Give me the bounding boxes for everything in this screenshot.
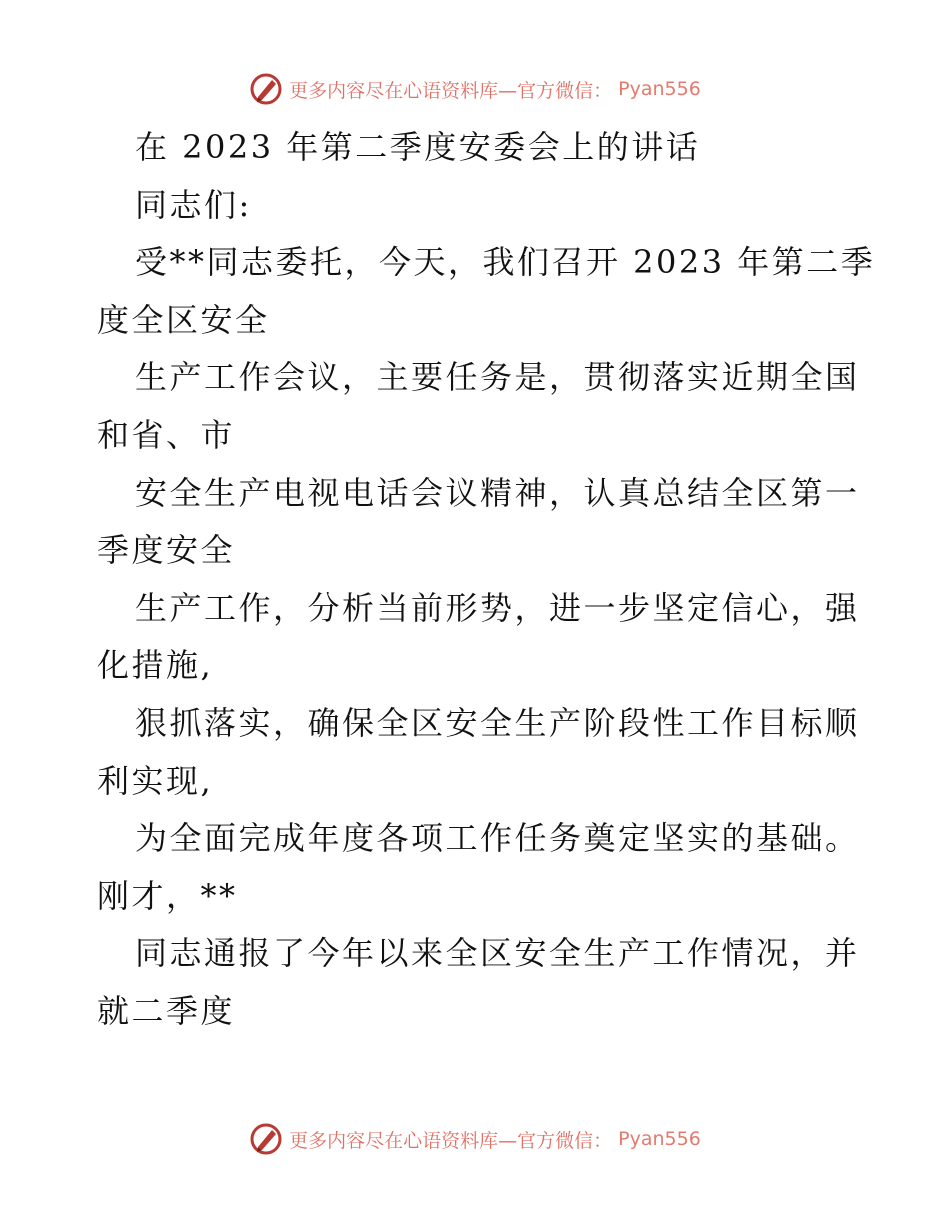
text-line: 同志通报了今年以来全区安全生产工作情况，并 xyxy=(135,934,860,973)
watermark-text: 更多内容尽在心语资料库—官方微信： xyxy=(289,1129,613,1152)
text-line: 在 2023 年第二季度安委会上的讲话 xyxy=(135,128,701,166)
text-line: 狠抓落实，确保全区安全生产阶段性工作目标顺 xyxy=(135,703,860,742)
text-line: 和省、市 xyxy=(97,415,236,454)
text-line: 化措施, xyxy=(97,646,214,685)
header-watermark xyxy=(0,72,950,106)
watermark-wechat-id: Pyan556 xyxy=(618,78,701,100)
text-line: 同志们: xyxy=(135,185,252,224)
text-line: 季度安全 xyxy=(97,531,236,570)
text-line: 受**同志委托，今天，我们召开 2023 年第二季 xyxy=(135,243,876,282)
text-line: 度全区安全 xyxy=(97,300,270,339)
text-line: 利实现, xyxy=(97,761,214,800)
text-line: 就二季度 xyxy=(97,991,236,1030)
pen-logo-icon xyxy=(249,72,283,106)
pen-logo-icon xyxy=(249,1122,283,1156)
watermark-wechat-id: Pyan556 xyxy=(618,1128,701,1150)
text-line: 安全生产电视电话会议精神，认真总结全区第一 xyxy=(135,473,860,512)
watermark-text: 更多内容尽在心语资料库—官方微信： xyxy=(289,79,613,102)
document-body xyxy=(97,119,876,1041)
text-line: 生产工作会议，主要任务是，贯彻落实近期全国 xyxy=(135,358,860,397)
footer-watermark xyxy=(0,1122,950,1156)
text-line: 为全面完成年度各项工作任务奠定坚实的基础。 xyxy=(135,819,860,858)
text-line: 生产工作，分析当前形势，进一步坚定信心，强 xyxy=(135,588,860,627)
text-line: 刚才，** xyxy=(97,876,238,915)
